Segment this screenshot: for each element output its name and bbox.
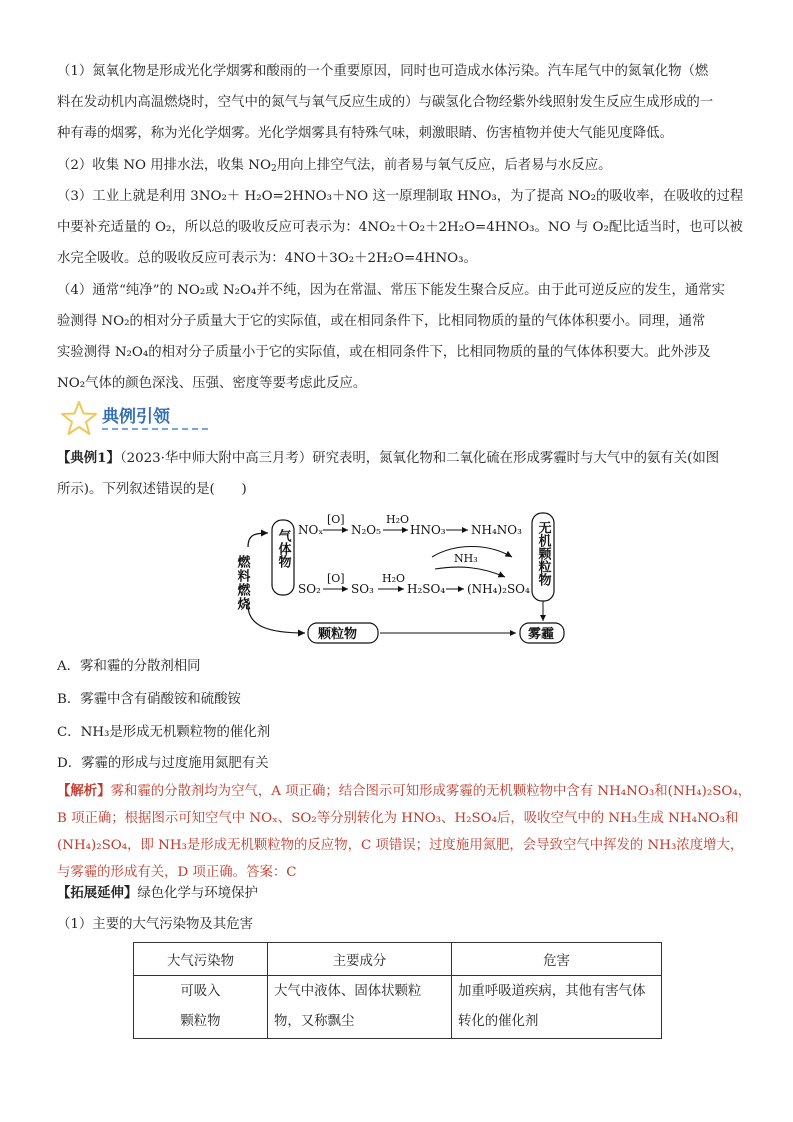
extension-text: 绿色化学与环境保护 — [137, 886, 258, 901]
oxygen-label-1: [O] — [327, 513, 345, 526]
nh3-label: NH₃ — [454, 552, 478, 565]
extension-tag: 【拓展延伸】 — [57, 885, 138, 901]
note-4-line-4: NO₂气体的颜色深浅、压强、密度等要考虑此反应。 — [57, 376, 367, 391]
note-paragraph-2 — [57, 150, 747, 181]
option-a: A．雾和霾的分散剂相同 — [57, 659, 201, 674]
table-cell-harm — [452, 976, 662, 1039]
arrow-fuel-to-particles — [248, 605, 305, 633]
option-c: C．NH₃是形成无机颗粒物的催化剂 — [57, 725, 271, 740]
section-title: 典例引领 — [102, 407, 170, 427]
arrow-nh3-lower — [435, 567, 505, 577]
note-1-line-3: 种有毒的烟雾，称为光化学烟雾。光化学烟雾具有特殊气味，刺激眼睛、伤害植物并使大气能见度降低。 — [57, 126, 673, 141]
table-cell-pollutant — [134, 976, 268, 1039]
extension — [57, 878, 747, 940]
example-line-2: 所示)。下列叙述错误的是( ) — [57, 482, 247, 497]
star-icon — [60, 400, 98, 436]
cell-text: 转化的催化剂 — [458, 1014, 539, 1029]
table-row — [134, 976, 662, 1039]
note-4-line-1: （4）通常“纯净”的 NO₂或 N₂O₄并不纯，因为在常温、常压下能发生聚合反应。由于此可逆反应的发生，通常实 — [57, 283, 726, 298]
nh4so4-label: (NH₄)₂SO₄ — [467, 582, 530, 596]
hno3-label: HNO₃ — [410, 523, 446, 537]
analysis-tag: 【解析】 — [57, 783, 111, 799]
cell-text: 大气中液体、固体状颗粒 — [274, 984, 422, 999]
analysis-line-3: (NH₄)₂SO₄，即 NH₃是形成无机颗粒物的反应物，C 项错误；过度施用氮肥，会导致空气中挥发的 NH₃浓度增大， — [57, 838, 744, 853]
section-title-underline — [102, 428, 208, 430]
cell-text: 可吸入 — [180, 984, 221, 999]
analysis-line-4: 与雾霾的形成有关，D 项正确。答案：C — [57, 865, 297, 880]
note-2-sub: 2 — [270, 164, 277, 174]
option-b: B．雾霾中含有硝酸铵和硫酸铵 — [57, 692, 241, 707]
table-cell-component — [268, 976, 452, 1039]
table-header-row — [134, 943, 662, 976]
analysis-line-2: B 项正确；根据图示可知空气中 NOₓ、SO₂等分别转化为 HNO₃、H₂SO₄后，吸收空气中的 NH₃生成 NH₄NO₃和 — [57, 811, 739, 826]
note-1-line-1: （1）氮氧化物是形成光化学烟雾和酸雨的一个重要原因，同时也可造成水体污染。汽车尾气中的氮氧化物（燃 — [57, 64, 709, 79]
answer-options — [57, 650, 747, 779]
fuel-combustion-label: 燃料燃烧 — [234, 555, 250, 611]
example-line-1: （2023·华中师大附中高三月考）研究表明，氮氧化物和二氧化硫在形成雾霾时与大气中的氨有关(如图 — [119, 451, 720, 466]
note-paragraph-4 — [57, 275, 747, 399]
so2-label: SO₂ — [298, 582, 321, 596]
note-paragraph-1 — [57, 56, 747, 149]
extension-sub-heading: （1）主要的大气污染物及其危害 — [57, 917, 253, 932]
note-4-line-3: 实验测得 N₂O₄的相对分子质量小于它的实际值，或在相同条件下，比相同物质的量的气体体积要大。此外涉及 — [57, 345, 711, 360]
cell-text: 加重呼吸道疾病，其他有害气体 — [458, 984, 646, 999]
note-3-line-3: 水完全吸收。总的吸收反应可表示为：4NO＋3O₂＋2H₂O=4HNO₃。 — [57, 251, 477, 266]
oxygen-label-2: [O] — [327, 572, 345, 585]
table-header: 危害 — [452, 943, 662, 976]
haze-label: 雾霾 — [528, 627, 555, 642]
n2o5-label: N₂O₅ — [351, 523, 381, 537]
gas-box-label: 气体物 — [275, 529, 291, 568]
note-3-line-1: （3）工业上就是利用 3NO₂＋ H₂O=2HNO₃＋NO 这一原理制取 HNO₃，为了提高 NO₂的吸收率，在吸收的过程 — [57, 189, 744, 204]
note-paragraph-3 — [57, 181, 747, 274]
example-tag: 【典例1】 — [57, 450, 120, 466]
note-4-line-2: 验测得 NO₂的相对分子质量大于它的实际值，或在相同条件下，比相同物质的量的气体体积要小。同理，通常 — [57, 314, 706, 329]
note-2-text-b: 用向上排空气法，前者易与氧气反应，后者易与水反应。 — [276, 158, 612, 173]
inorganic-particle-label: 无机颗粒物 — [535, 521, 551, 586]
example-question — [57, 443, 747, 505]
section-header — [60, 398, 260, 438]
pollutant-table — [133, 942, 662, 1039]
nox-label: NOₓ — [298, 523, 324, 537]
cell-text: 物，又称飘尘 — [274, 1014, 355, 1029]
table-header: 大气污染物 — [134, 943, 268, 976]
arrow-fuel-to-gas — [248, 533, 268, 547]
nh4no3-label: NH₄NO₃ — [471, 523, 522, 537]
haze-formation-diagram — [220, 505, 570, 645]
table-header: 主要成分 — [268, 943, 452, 976]
water-label-2: H₂O — [382, 572, 406, 585]
so3-label: SO₃ — [351, 582, 374, 596]
analysis — [57, 778, 752, 886]
note-2-text-a: （2）收集 NO 用排水法，收集 NO — [57, 158, 271, 173]
cell-text: 颗粒物 — [180, 1014, 221, 1029]
analysis-line-1: 雾和霾的分散剂均为空气，A 项正确；结合图示可知形成雾霾的无机颗粒物中含有 NH₄NO₃和(NH₄)₂SO₄， — [110, 784, 752, 799]
water-label-1: H₂O — [386, 513, 410, 526]
option-d: D．雾霾的形成与过度施用氮肥有关 — [57, 756, 269, 771]
particles-label: 颗粒物 — [318, 627, 358, 642]
h2so4-label: H₂SO₄ — [407, 582, 446, 596]
note-1-line-2: 料在发动机内高温燃烧时，空气中的氮气与氧气反应生成的）与碳氢化合物经紫外线照射发生反应生成形成的一 — [57, 95, 714, 110]
note-3-line-2: 中要补充适量的 O₂，所以总的吸收反应可表示为：4NO₂＋O₂＋2H₂O=4HNO₃。NO 与 O₂配比适当时，也可以被 — [57, 220, 743, 235]
